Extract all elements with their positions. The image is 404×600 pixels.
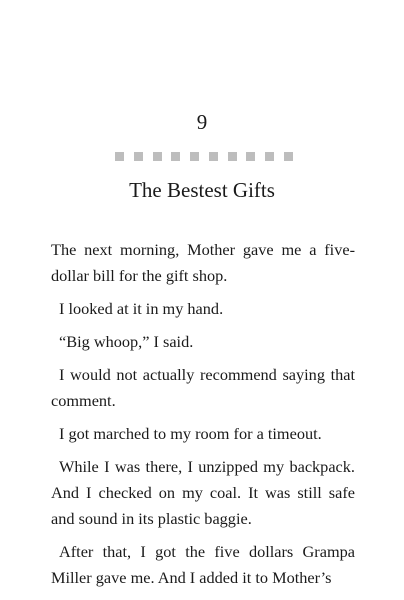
chapter-body <box>51 237 355 598</box>
paragraph: “Big whoop,” I said. <box>59 332 194 351</box>
chapter-title: The Bestest Gifts <box>129 178 275 202</box>
paragraph: The next morning, Mother gave me a five-dollar bill for the gift shop. <box>51 240 355 285</box>
ornament-square <box>246 152 255 161</box>
ornament-square <box>134 152 143 161</box>
paragraph: I would not actually recommend saying that comment. <box>51 365 355 410</box>
chapter-ornament <box>115 152 293 161</box>
ornament-square <box>284 152 293 161</box>
paragraph: I got marched to my room for a timeout. <box>59 424 322 443</box>
ornament-square <box>228 152 237 161</box>
ornament-square <box>190 152 199 161</box>
ornament-square <box>265 152 274 161</box>
ornament-square <box>153 152 162 161</box>
ornament-square <box>209 152 218 161</box>
paragraph: I looked at it in my hand. <box>59 299 224 318</box>
paragraph: While I was there, I unzipped my backpack. And I checked on my coal. It was still safe and sound in its plastic baggie. <box>51 457 355 528</box>
ornament-square <box>115 152 124 161</box>
chapter-number: 9 <box>196 110 208 134</box>
ornament-square <box>171 152 180 161</box>
paragraph: After that, I got the five dollars Grampa Miller gave me. And I added it to Mother’s <box>51 542 355 587</box>
